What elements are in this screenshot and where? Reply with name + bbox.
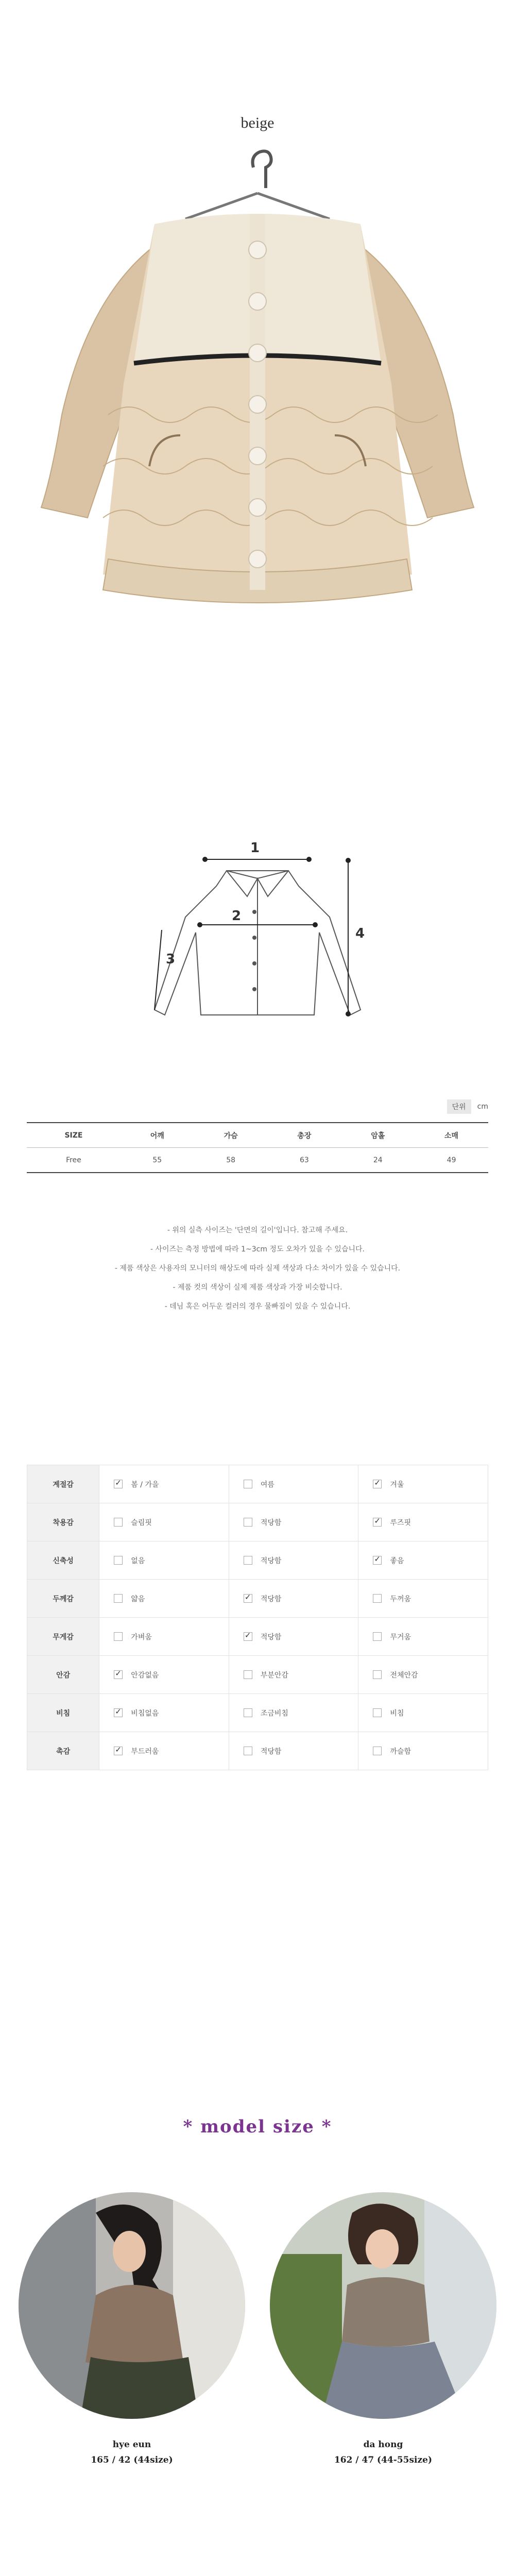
feature-option-label: 안감없음 xyxy=(131,1671,159,1680)
feature-option-label: 루즈핏 xyxy=(390,1518,411,1527)
header-size: SIZE xyxy=(64,1131,83,1140)
feature-table xyxy=(27,1465,488,1770)
unchecked-box-icon xyxy=(373,1747,382,1755)
marker-2: 2 xyxy=(232,908,242,924)
table-row xyxy=(27,1148,488,1173)
feature-option xyxy=(99,1618,229,1656)
unchecked-box-icon xyxy=(373,1708,382,1717)
model-caption-2 xyxy=(270,2437,496,2468)
unchecked-box-icon xyxy=(244,1518,252,1527)
size-table-header xyxy=(27,1123,488,1148)
header-armhole: 암홀 xyxy=(371,1131,385,1140)
feature-option xyxy=(99,1465,229,1503)
marker-4: 4 xyxy=(355,926,365,941)
unit-value: cm xyxy=(477,1103,488,1111)
size-diagram xyxy=(144,840,371,1056)
feature-label: 착용감 xyxy=(27,1503,99,1541)
feature-option-label: 비침없음 xyxy=(131,1709,159,1718)
cell-shoulder: 55 xyxy=(152,1156,162,1164)
feature-option xyxy=(358,1618,488,1656)
unchecked-box-icon xyxy=(244,1747,252,1755)
hanger-icon xyxy=(253,151,271,188)
feature-row xyxy=(27,1541,488,1580)
feature-option-label: 비침 xyxy=(390,1709,404,1718)
model-name: hye eun xyxy=(112,2439,151,2450)
cell-length: 63 xyxy=(300,1156,309,1164)
feature-option-label: 무거움 xyxy=(390,1633,411,1641)
feature-label: 계절감 xyxy=(27,1465,99,1503)
model-photo-hye-eun xyxy=(19,2192,245,2419)
unchecked-box-icon xyxy=(244,1480,252,1488)
feature-option xyxy=(229,1541,358,1580)
feature-label: 신축성 xyxy=(27,1541,99,1580)
feature-option xyxy=(99,1541,229,1580)
feature-label: 촉감 xyxy=(27,1732,99,1770)
header-sleeve: 소매 xyxy=(444,1131,459,1140)
feature-option xyxy=(358,1541,488,1580)
feature-row xyxy=(27,1465,488,1503)
feature-option xyxy=(229,1503,358,1541)
feature-option-label: 좋음 xyxy=(390,1556,404,1565)
model-size: 165 / 42 (44size) xyxy=(91,2455,173,2465)
feature-option xyxy=(358,1465,488,1503)
feature-row xyxy=(27,1580,488,1618)
unchecked-box-icon xyxy=(244,1670,252,1679)
feature-option xyxy=(358,1656,488,1694)
note-line: - 제품 색상은 사용자의 모니터의 해상도에 따라 실제 색상과 다소 차이가 있을 수 있습니다. xyxy=(114,1264,401,1273)
marker-3: 3 xyxy=(166,952,176,967)
feature-option-label: 까슬함 xyxy=(390,1747,411,1756)
feature-option-label: 가벼움 xyxy=(131,1633,152,1641)
feature-label: 안감 xyxy=(27,1656,99,1694)
feature-option-label: 적당함 xyxy=(260,1556,282,1565)
cell-size: Free xyxy=(66,1156,81,1164)
model-caption-1 xyxy=(19,2437,245,2468)
feature-option xyxy=(99,1732,229,1770)
checked-box-icon xyxy=(114,1747,123,1755)
feature-option-label: 여름 xyxy=(260,1480,274,1489)
feature-option xyxy=(229,1580,358,1618)
header-shoulder: 어깨 xyxy=(150,1131,164,1140)
feature-label: 비침 xyxy=(27,1694,99,1732)
feature-row xyxy=(27,1618,488,1656)
feature-option-label: 부드러움 xyxy=(131,1747,159,1756)
model-photo-da-hong xyxy=(270,2192,496,2419)
feature-option-label: 두꺼움 xyxy=(390,1595,411,1603)
feature-option-label: 슬림핏 xyxy=(131,1518,152,1527)
feature-option xyxy=(229,1694,358,1732)
color-label: beige xyxy=(241,114,274,131)
feature-option-label: 얇음 xyxy=(131,1595,145,1603)
feature-option xyxy=(229,1656,358,1694)
feature-option xyxy=(99,1694,229,1732)
feature-option xyxy=(229,1618,358,1656)
feature-option xyxy=(358,1694,488,1732)
feature-option-label: 적당함 xyxy=(260,1747,282,1756)
feature-option-label: 부분안감 xyxy=(260,1671,288,1680)
header-length: 총장 xyxy=(297,1131,312,1140)
unchecked-box-icon xyxy=(244,1556,252,1565)
feature-option-label: 전체안감 xyxy=(390,1671,418,1680)
checked-box-icon xyxy=(244,1594,252,1603)
feature-option xyxy=(358,1580,488,1618)
unchecked-box-icon xyxy=(114,1632,123,1641)
note-line: - 제품 컷의 색상이 실제 제품 색상과 가장 비슷합니다. xyxy=(173,1283,342,1292)
header-chest: 가슴 xyxy=(224,1131,238,1140)
checked-box-icon xyxy=(114,1670,123,1679)
size-notes xyxy=(0,1221,515,1316)
feature-label: 두께감 xyxy=(27,1580,99,1618)
unit-label: 단위 xyxy=(447,1099,471,1114)
feature-row xyxy=(27,1656,488,1694)
feature-option xyxy=(99,1580,229,1618)
note-line: - 데님 혹은 어두운 컬러의 경우 물빠짐이 있을 수 있습니다. xyxy=(164,1302,351,1311)
feature-option xyxy=(229,1465,358,1503)
feature-row xyxy=(27,1694,488,1732)
unchecked-box-icon xyxy=(114,1518,123,1527)
unchecked-box-icon xyxy=(244,1708,252,1717)
checked-box-icon xyxy=(244,1632,252,1641)
checked-box-icon xyxy=(373,1556,382,1565)
cell-chest: 58 xyxy=(226,1156,236,1164)
checked-box-icon xyxy=(373,1518,382,1527)
note-line: - 위의 실측 사이즈는 '단면의 길이'입니다. 참고해 주세요. xyxy=(167,1226,348,1234)
unchecked-box-icon xyxy=(373,1670,382,1679)
feature-option xyxy=(358,1503,488,1541)
checked-box-icon xyxy=(373,1480,382,1488)
unit-indicator xyxy=(447,1099,488,1114)
unchecked-box-icon xyxy=(114,1556,123,1565)
feature-option-label: 적당함 xyxy=(260,1595,282,1603)
feature-option-label: 없음 xyxy=(131,1556,145,1565)
model-name: da hong xyxy=(363,2439,403,2450)
product-photo xyxy=(31,147,484,636)
unchecked-box-icon xyxy=(114,1594,123,1603)
model-size: 162 / 47 (44-55size) xyxy=(334,2455,433,2465)
feature-option xyxy=(229,1732,358,1770)
feature-row xyxy=(27,1732,488,1770)
unchecked-box-icon xyxy=(373,1632,382,1641)
feature-option xyxy=(99,1656,229,1694)
cell-armhole: 24 xyxy=(373,1156,383,1164)
model-size-title: * model size * xyxy=(183,2116,332,2137)
checked-box-icon xyxy=(114,1480,123,1488)
feature-row xyxy=(27,1503,488,1541)
note-line: - 사이즈는 측정 방법에 따라 1~3cm 정도 오차가 있을 수 있습니다. xyxy=(150,1245,365,1253)
feature-option-label: 조금비침 xyxy=(260,1709,288,1718)
feature-option-label: 봄 / 가을 xyxy=(131,1480,159,1489)
feature-option xyxy=(99,1503,229,1541)
feature-option xyxy=(358,1732,488,1770)
feature-label: 무게감 xyxy=(27,1618,99,1656)
feature-option-label: 적당함 xyxy=(260,1633,282,1641)
feature-option-label: 겨울 xyxy=(390,1480,404,1489)
unchecked-box-icon xyxy=(373,1594,382,1603)
feature-option-label: 적당함 xyxy=(260,1518,282,1527)
checked-box-icon xyxy=(114,1708,123,1717)
marker-1: 1 xyxy=(250,840,260,856)
cell-sleeve: 49 xyxy=(447,1156,456,1164)
size-table xyxy=(27,1122,488,1173)
